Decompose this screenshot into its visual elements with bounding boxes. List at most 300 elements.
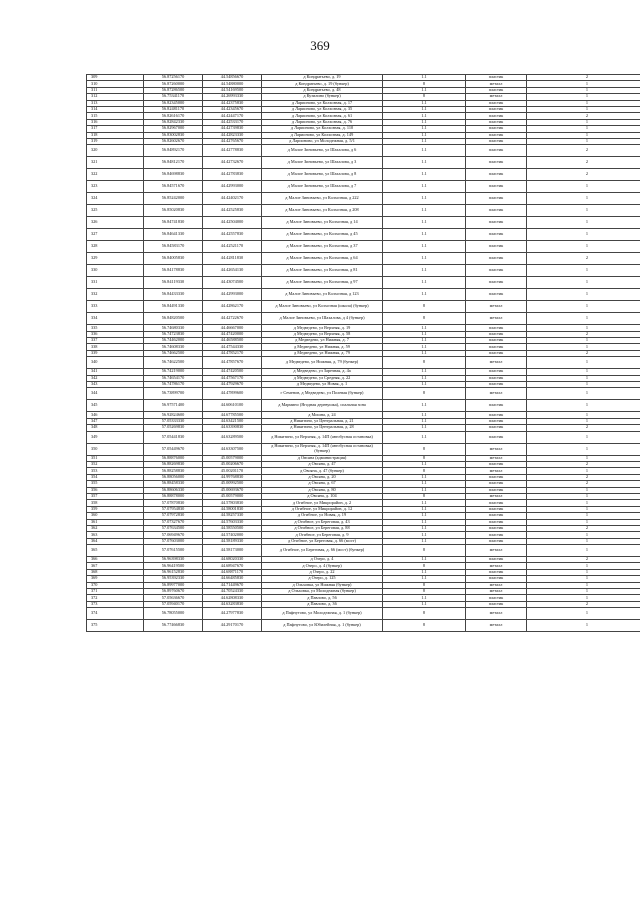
volume-cell: 1.1 [383,400,466,412]
count-cell: 2 [527,75,640,81]
volume-cell: 1.1 [383,277,466,289]
latitude-cell: 57.05940170 [144,601,203,607]
volume-cell: 1.1 [383,205,466,217]
latitude-cell: 56.74723830 [144,331,203,337]
count-cell: 1 [527,468,640,474]
table-row [87,443,640,455]
latitude-cell: 57.05636670 [144,595,203,601]
volume-cell: 1.1 [383,474,466,480]
volume-cell: 1.1 [383,193,466,205]
material-cell: пластик [466,132,527,138]
volume-cell: 1.1 [383,87,466,93]
longitude-cell: 44.42765670 [203,138,262,144]
address-cell: д Озеро, д. 4 (бункер) [262,563,383,569]
address-cell: д Малое Зиновьево, ул Колхозная, д 14 [262,217,383,229]
row-number-cell: 363 [87,532,144,538]
volume-cell: 1.1 [383,412,466,418]
latitude-cell: 57.07603000 [144,538,203,544]
material-cell: пластик [466,474,527,480]
longitude-cell: 44.68947670 [203,563,262,569]
latitude-cell: 57.06949670 [144,532,203,538]
table-row [87,289,640,301]
row-number-cell: 328 [87,241,144,253]
count-cell: 1 [527,506,640,512]
material-cell: металл [466,468,527,474]
address-cell: д Малое Зиновьево, ул Колхозная, д 222 [262,193,383,205]
volume-cell: 1.1 [383,331,466,337]
material-cell: пластик [466,481,527,487]
latitude-cell: 56.74608330 [144,344,203,350]
row-number-cell: 365 [87,545,144,557]
count-cell: 1 [527,132,640,138]
latitude-cell: 56.74654170 [144,375,203,381]
address-cell: д Огибное, ул Береговая, д. 66 (мост) [262,538,383,544]
count-cell: 1 [527,455,640,461]
latitude-cell: 57.07327670 [144,519,203,525]
address-cell: д Овсяна, д. 104 [262,493,383,499]
address-cell: д Медведево, ул Нижняя, д. 79 (бункер) [262,357,383,369]
address-cell: д Никитино, ул Верхняя, д. 14П (автобусная остановка) [262,431,383,443]
latitude-cell: 56.84583170 [144,241,203,253]
longitude-cell: 44.42993000 [203,181,262,193]
count-cell: 1 [527,443,640,455]
latitude-cell: 56.82967000 [144,126,203,132]
latitude-cell: 57.07972830 [144,513,203,519]
table-body [87,75,640,632]
volume-cell: 1.1 [383,506,466,512]
latitude-cell: 56.75341170 [144,94,203,100]
address-cell: д Озеро, д. 22 [262,569,383,575]
volume-cell: 1.1 [383,325,466,331]
table-row [87,217,640,229]
row-number-cell: 324 [87,193,144,205]
latitude-cell: 56.73899700 [144,388,203,400]
material-cell: металл [466,582,527,588]
row-number-cell: 352 [87,461,144,467]
row-number-cell: 335 [87,325,144,331]
count-cell: 1 [527,126,640,132]
latitude-cell: 57.05449670 [144,443,203,455]
longitude-cell: 44.47852170 [203,350,262,356]
address-cell: д Ларионово, ул Колхозная, д. 110 [262,126,383,132]
material-cell: пластик [466,119,527,125]
count-cell: 1 [527,532,640,538]
count-cell: 1 [527,344,640,350]
volume-cell: 1.1 [383,132,466,138]
longitude-cell: 44.42375830 [203,100,262,106]
longitude-cell: 44.57803830 [203,500,262,506]
latitude-cell: 56.82602670 [144,138,203,144]
longitude-cell: 44.42778830 [203,145,262,157]
material-cell: пластик [466,569,527,575]
longitude-cell: 44.63289500 [203,431,262,443]
address-cell: г Семенов, д Медведево, ул Полевая (бункер) [262,388,383,400]
volume-cell: 1.1 [383,601,466,607]
latitude-cell: 56.78055000 [144,608,203,620]
longitude-cell: 44.29170170 [203,620,262,632]
volume-cell: 1.1 [383,157,466,169]
latitude-cell: 56.74219000 [144,369,203,375]
longitude-cell: 44.71449670 [203,582,262,588]
volume-cell: 1.1 [383,431,466,443]
material-cell: пластик [466,519,527,525]
row-number-cell: 343 [87,382,144,388]
latitude-cell: 57.07615500 [144,545,203,557]
address-cell: д Малое Зиновьево, ул Колхозная, д 123 [262,289,383,301]
address-cell: д Малое Зиновьево, ул Колхозная, д 208 [262,205,383,217]
address-cell: д Ларионово, ул Колхозная, д. 149 [262,132,383,138]
longitude-cell: 44.63390830 [203,425,262,431]
row-number-cell: 351 [87,455,144,461]
row-number-cell: 350 [87,443,144,455]
row-number-cell: 316 [87,119,144,125]
address-cell: д Огибное, ул Береговая, д. 66 (мост) (бункер) [262,545,383,557]
count-cell: 1 [527,277,640,289]
material-cell: пластик [466,277,527,289]
count-cell: 1 [527,418,640,424]
longitude-cell: 45.00201170 [203,468,262,474]
table-row [87,545,640,557]
address-cell: д Малое Зиновьево, ул Шахалова, д 6 [262,145,383,157]
latitude-cell: 56.74662500 [144,350,203,356]
row-number-cell: 370 [87,582,144,588]
count-cell: 1 [527,119,640,125]
material-cell: пластик [466,338,527,344]
latitude-cell: 56.83002830 [144,132,203,138]
row-number-cell: 373 [87,601,144,607]
row-number-cell: 374 [87,608,144,620]
longitude-cell: 45.00579000 [203,455,262,461]
longitude-cell: 44.43074500 [203,277,262,289]
latitude-cell: 56.85242000 [144,193,203,205]
latitude-cell: 56.84491330 [144,301,203,313]
volume-cell: 8 [383,563,466,569]
longitude-cell: 44.58189330 [203,538,262,544]
latitude-cell: 56.84641330 [144,229,203,241]
volume-cell: 1.1 [383,138,466,144]
latitude-cell: 56.89760670 [144,589,203,595]
volume-cell: 8 [383,468,466,474]
table-row [87,181,640,193]
row-number-cell: 368 [87,569,144,575]
latitude-cell: 56.92824600 [144,412,203,418]
material-cell: пластик [466,241,527,253]
row-number-cell: 321 [87,157,144,169]
material-cell: пластик [466,217,527,229]
count-cell: 1 [527,241,640,253]
latitude-cell: 56.88269830 [144,461,203,467]
count-cell: 1 [527,576,640,582]
material-cell: пластик [466,344,527,350]
row-number-cell: 332 [87,289,144,301]
row-number-cell: 357 [87,493,144,499]
row-number-cell: 330 [87,265,144,277]
row-number-cell: 336 [87,331,144,337]
material-cell: пластик [466,181,527,193]
address-cell: д Огибное, ул Береговая, д. 9 [262,532,383,538]
material-cell: пластик [466,461,527,467]
material-cell: пластик [466,425,527,431]
material-cell: металл [466,443,527,455]
address-cell: д Павлово, д. 36 [262,601,383,607]
latitude-cell: 56.84812170 [144,157,203,169]
material-cell: металл [466,388,527,400]
count-cell: 2 [527,601,640,607]
row-number-cell: 362 [87,525,144,531]
count-cell: 1 [527,94,640,100]
longitude-cell: 44.58173000 [203,545,262,557]
volume-cell: 8 [383,313,466,325]
address-cell: д Никитино, ул Центральная, д. 21 [262,418,383,424]
material-cell: пластик [466,253,527,265]
address-cell: д Кондратьево, д. 19 [262,75,383,81]
row-number-cell: 338 [87,344,144,350]
material-cell: пластик [466,113,527,119]
longitude-cell: 44.58001830 [203,506,262,512]
volume-cell: 8 [383,443,466,455]
count-cell: 1 [527,217,640,229]
longitude-cell: 44.42811830 [203,253,262,265]
row-number-cell: 345 [87,400,144,412]
count-cell: 1 [527,338,640,344]
row-number-cell: 346 [87,412,144,418]
latitude-cell: 56.87286500 [144,87,203,93]
table-row [87,265,640,277]
table-row [87,241,640,253]
row-number-cell: 372 [87,595,144,601]
table-row [87,431,640,443]
longitude-cell: 44.63421500 [203,418,262,424]
volume-cell: 1.1 [383,382,466,388]
address-cell: д Овсяна (администрация) [262,455,383,461]
volume-cell: 1.1 [383,126,466,132]
latitude-cell: 56.88606330 [144,487,203,493]
address-cell: д Малое Зиновьево, ул Шахалова, д 3 [262,157,383,169]
latitude-cell: 56.97571400 [144,400,203,412]
volume-cell: 1.1 [383,425,466,431]
longitude-cell: 44.42402170 [203,193,262,205]
row-number-cell: 340 [87,357,144,369]
row-number-cell: 337 [87,338,144,344]
address-cell: д Овсяна, д. 80 [262,487,383,493]
material-cell: пластик [466,525,527,531]
longitude-cell: 44.47420000 [203,331,262,337]
address-cell: д Овсяна, д. 67 [262,481,383,487]
address-cell: д Кондратьево, д. 48 [262,87,383,93]
latitude-cell: 56.82842330 [144,119,203,125]
table-row [87,400,640,412]
count-cell: 1 [527,569,640,575]
table-row [87,277,640,289]
address-cell: д Ларионово, ул Колхозная, д. 17 [262,100,383,106]
address-cell: д Ольховка, ул Молодежная (бункер) [262,589,383,595]
material-cell: пластик [466,193,527,205]
volume-cell: 1.1 [383,169,466,181]
volume-cell: 1.1 [383,532,466,538]
latitude-cell: 56.74462000 [144,338,203,344]
address-cell: д Медведево, ул Новая, д. 1 [262,382,383,388]
row-number-cell: 369 [87,576,144,582]
table-row [87,193,640,205]
volume-cell: 1.1 [383,569,466,575]
row-number-cell: 326 [87,217,144,229]
row-number-cell: 361 [87,519,144,525]
count-cell: 1 [527,608,640,620]
row-number-cell: 367 [87,563,144,569]
longitude-cell: 45.00206670 [203,461,262,467]
latitude-cell: 56.84820500 [144,313,203,325]
table-row [87,145,640,157]
longitude-cell: 44.54856670 [203,75,262,81]
address-cell: д Мармино (Ягодная деревушка), спальная зона [262,400,383,412]
table-row [87,301,640,313]
count-cell: 1 [527,265,640,277]
material-cell: пластик [466,325,527,331]
address-cell: д Ларионово, ул Колхозная, д. 35 [262,106,383,112]
longitude-cell: 44.46667000 [203,325,262,331]
latitude-cell: 56.88056000 [144,474,203,480]
volume-cell: 1.1 [383,181,466,193]
volume-cell: 1.1 [383,289,466,301]
address-cell: д Малое Зиновьево, ул Колхозная (школа) (бункер) [262,301,383,313]
latitude-cell: 56.87256170 [144,75,203,81]
longitude-cell: 44.42521170 [203,241,262,253]
material-cell: пластик [466,576,527,582]
longitude-cell: 44.42862170 [203,301,262,313]
latitude-cell: 56.74786170 [144,382,203,388]
material-cell: пластик [466,100,527,106]
material-cell: пластик [466,595,527,601]
latitude-cell: 56.84433330 [144,289,203,301]
count-cell: 1 [527,205,640,217]
material-cell: пластик [466,400,527,412]
row-number-cell: 320 [87,145,144,157]
longitude-cell: 44.47567170 [203,375,262,381]
row-number-cell: 310 [87,81,144,87]
count-cell: 1 [527,519,640,525]
row-number-cell: 317 [87,126,144,132]
address-cell: д Никитино, ул Верхняя, д. 14П (автобусная остановка) (бункер) [262,443,383,455]
material-cell: металл [466,608,527,620]
volume-cell: 1.1 [383,119,466,125]
address-cell: д Малое Зиновьево, ул Колхозная, д 37 [262,241,383,253]
count-cell: 1 [527,545,640,557]
volume-cell: 8 [383,493,466,499]
address-cell: д Малое Зиновьево, ул Шахалова, д 8 [262,169,383,181]
row-number-cell: 334 [87,313,144,325]
address-cell: д Овсяна, д. 47 (бункер) [262,468,383,474]
material-cell: металл [466,620,527,632]
row-number-cell: 314 [87,106,144,112]
volume-cell: 8 [383,94,466,100]
row-number-cell: 358 [87,500,144,506]
count-cell: 1 [527,229,640,241]
material-cell: пластик [466,487,527,493]
count-cell: 1 [527,289,640,301]
volume-cell: 8 [383,357,466,369]
volume-cell: 8 [383,589,466,595]
volume-cell: 1.1 [383,229,466,241]
count-cell: 1 [527,382,640,388]
latitude-cell: 56.87260000 [144,81,203,87]
material-cell: пластик [466,157,527,169]
latitude-cell: 56.88458330 [144,481,203,487]
address-cell: д Ольховка, ул Нижняя (бункер) [262,582,383,588]
longitude-cell: 44.42823330 [203,132,262,138]
row-number-cell: 375 [87,620,144,632]
address-cell: д Медведево, ул Верхняя, д. 19 [262,325,383,331]
material-cell: пластик [466,557,527,563]
longitude-cell: 44.99768830 [203,474,262,480]
longitude-cell: 44.58550500 [203,525,262,531]
count-cell: 1 [527,620,640,632]
volume-cell: 8 [383,582,466,588]
material-cell: пластик [466,331,527,337]
volume-cell: 1.1 [383,538,466,544]
address-cell: д Овсяна, д. 47 [262,461,383,467]
row-number-cell: 315 [87,113,144,119]
material-cell: пластик [466,145,527,157]
address-cell: д Ларионово, ул Колхозная, д. 61 [262,113,383,119]
material-cell: пластик [466,506,527,512]
latitude-cell: 56.95392330 [144,576,203,582]
volume-cell: 8 [383,388,466,400]
latitude-cell: 56.84571670 [144,181,203,193]
longitude-cell: 44.54169500 [203,87,262,93]
row-number-cell: 309 [87,75,144,81]
volume-cell: 1.1 [383,513,466,519]
count-cell: 1 [527,487,640,493]
row-number-cell: 312 [87,94,144,100]
latitude-cell: 56.88878000 [144,493,203,499]
count-cell: 1 [527,582,640,588]
latitude-cell: 56.84892170 [144,145,203,157]
count-cell: 1 [527,369,640,375]
longitude-cell: 44.47899600 [203,388,262,400]
table-row [87,388,640,400]
table-row [87,608,640,620]
longitude-cell: 44.42504000 [203,217,262,229]
address-cell: д Никитино, ул Центральная, д. 28 [262,425,383,431]
material-cell: пластик [466,532,527,538]
material-cell: пластик [466,265,527,277]
longitude-cell: 44.47544330 [203,344,262,350]
longitude-cell: 44.68020330 [203,557,262,563]
row-number-cell: 329 [87,253,144,265]
material-cell: пластик [466,418,527,424]
latitude-cell: 56.88876000 [144,455,203,461]
material-cell: металл [466,545,527,557]
material-cell: пластик [466,601,527,607]
longitude-cell: 44.42533170 [203,119,262,125]
address-cell: д Малое Зиновьево, ул Колхозная, д 81 [262,265,383,277]
latitude-cell: 57.07634500 [144,525,203,531]
volume-cell: 1.1 [383,461,466,467]
material-cell: металл [466,81,527,87]
row-number-cell: 347 [87,418,144,424]
volume-cell: 8 [383,81,466,87]
latitude-cell: 56.96152830 [144,569,203,575]
count-cell: 1 [527,589,640,595]
address-cell: д Малое Зиновьево, ул Шахалова, д 4 (бункер) [262,313,383,325]
address-cell: д Медведево, ул Нижняя, д. 79 [262,350,383,356]
row-number-cell: 322 [87,169,144,181]
count-cell: 2 [527,481,640,487]
material-cell: пластик [466,350,527,356]
latitude-cell: 56.84178830 [144,265,203,277]
material-cell: пластик [466,412,527,418]
count-cell: 1 [527,431,640,443]
